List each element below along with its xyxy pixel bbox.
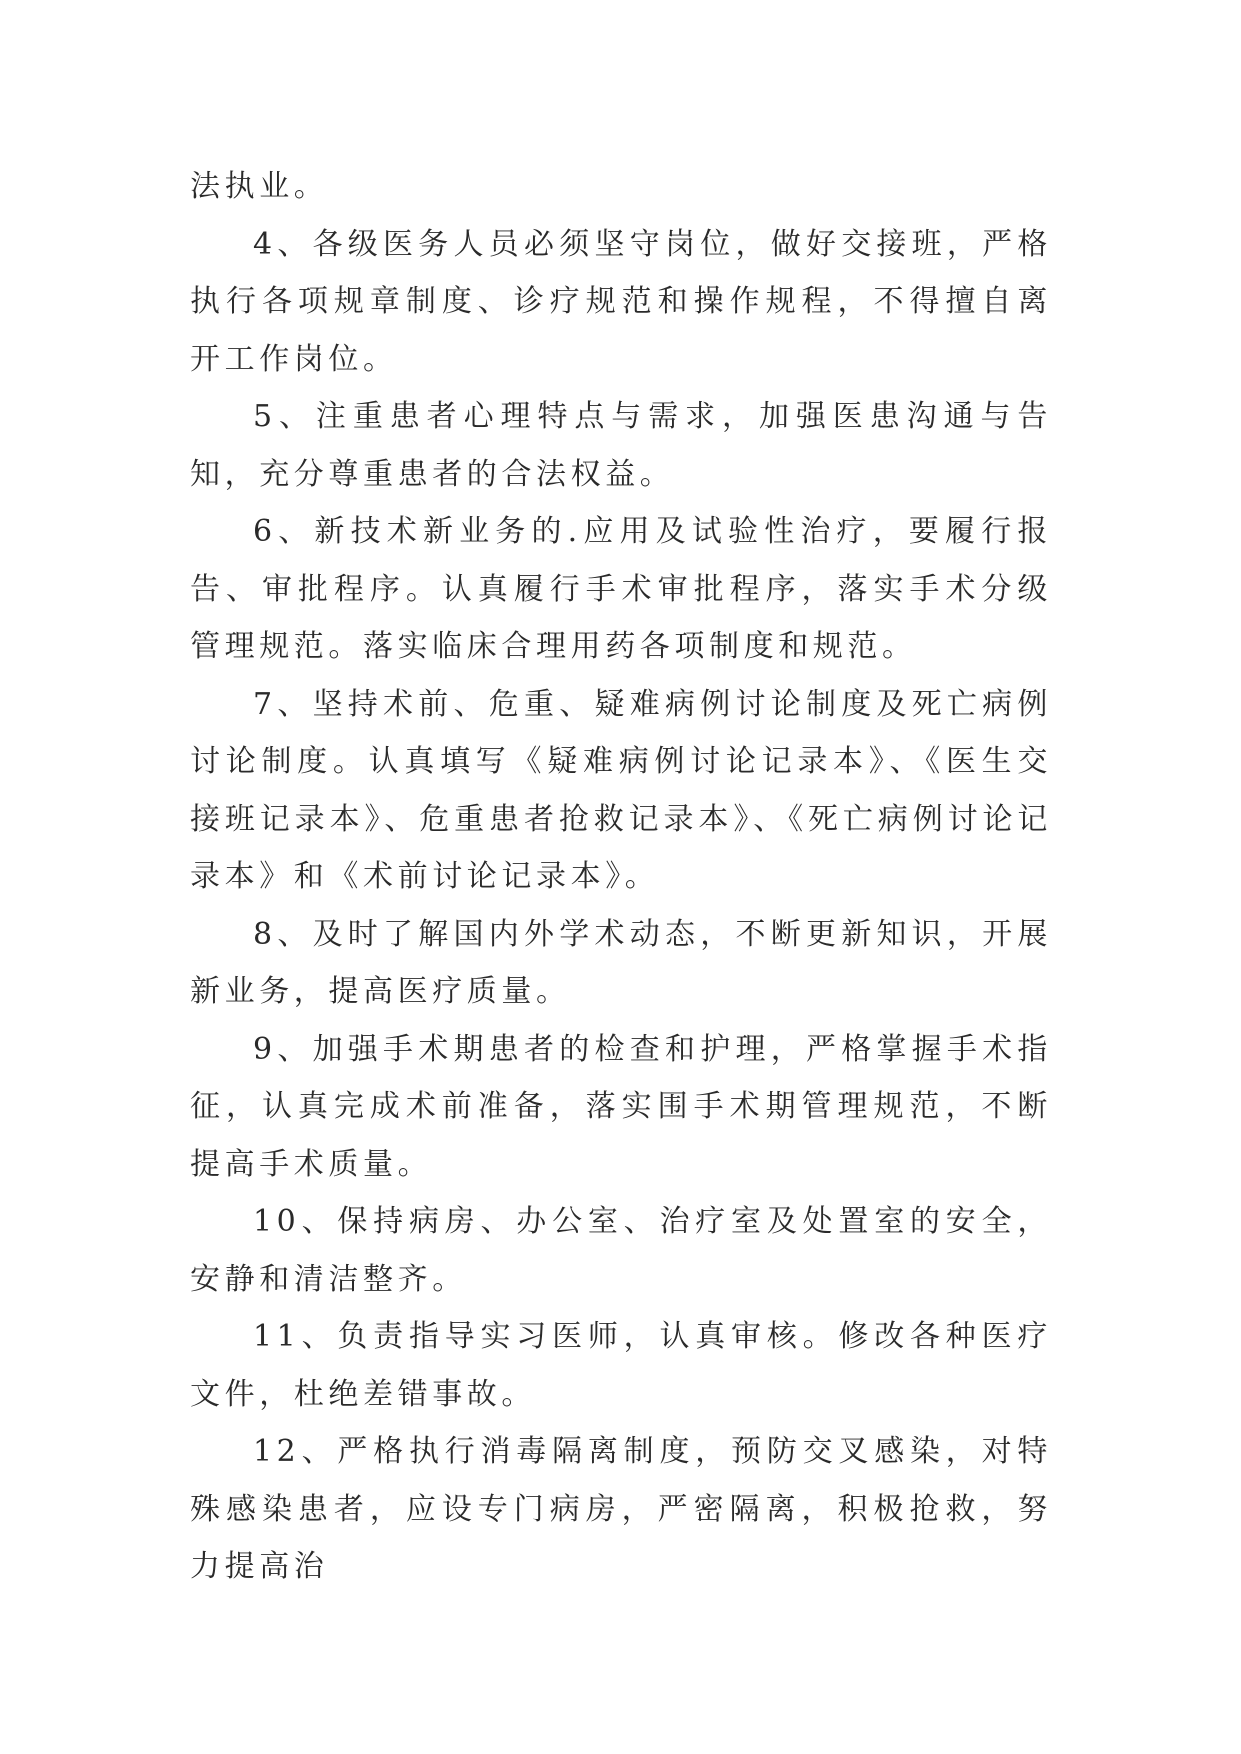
document-body [190, 158, 1052, 1596]
paragraph-item-5: 5、注重患者心理特点与需求，加强医患沟通与告知，充分尊重患者的合法权益。 [190, 399, 1052, 492]
paragraph-item-7: 7、坚持术前、危重、疑难病例讨论制度及死亡病例讨论制度。认真填写《疑难病例讨论记录本》、《医生交接班记录本》、危重患者抢救记录本》、《死亡病例讨论记录本》和《术前讨论记录本》。 [190, 686, 1052, 894]
paragraph-item-4: 4、各级医务人员必须坚守岗位，做好交接班，严格执行各项规章制度、诊疗规范和操作规程，不得擅自离开工作岗位。 [190, 226, 1052, 377]
paragraph-item-6: 6、新技术新业务的.应用及试验性治疗，要履行报告、审批程序。认真履行手术审批程序，落实手术分级管理规范。落实临床合理用药各项制度和规范。 [190, 514, 1052, 664]
paragraph-continuation: 法执业。 [190, 169, 329, 204]
paragraph-item-8: 8、及时了解国内外学术动态，不断更新知识，开展新业务，提高医疗质量。 [190, 916, 1052, 1009]
paragraph-item-11: 11、负责指导实习医师，认真审核。修改各种医疗文件，杜绝差错事故。 [190, 1319, 1052, 1412]
paragraph-item-9: 9、加强手术期患者的检查和护理，严格掌握手术指征，认真完成术前准备，落实围手术期管理规范，不断提高手术质量。 [190, 1031, 1052, 1182]
paragraph-item-10: 10、保持病房、办公室、治疗室及处置室的安全，安静和清洁整齐。 [190, 1204, 1052, 1297]
paragraph-item-12: 12、严格执行消毒隔离制度，预防交叉感染，对特殊感染患者，应设专门病房，严密隔离，积极抢救，努力提高治 [190, 1434, 1052, 1584]
